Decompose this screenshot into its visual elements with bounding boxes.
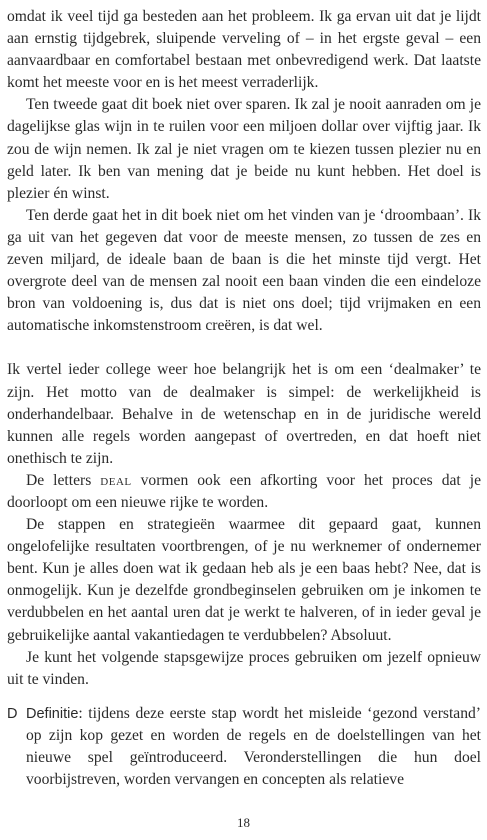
page-number: 18 — [237, 815, 250, 830]
paragraph-7: Je kunt het volgende stapsgewijze proces gebruiken om jezelf opnieuw uit te vinden. — [7, 648, 481, 688]
definition-block — [7, 703, 481, 791]
definition-gap — [7, 691, 481, 703]
paragraph-6: De stappen en strategieën waarmee dit gepaard gaat, kunnen ongelofelijke resultaten voortbrengen, of je nu werknemer of ondernemer bent. Kun je alles doen wat ik gedaan heb als je een baas hebt? Nee, dat is onmogelijk. Kun je dezelfde grondbeginselen gebruiken om je inkomen te verdubbelen en het aantal uren dat je werkt te halveren, of in ieder geval je gebruikelijke aantal vakantiedagen te verdubbelen? Absoluut. — [7, 516, 481, 644]
definition-text — [26, 703, 481, 791]
paragraph-5-start: De letters — [26, 471, 101, 489]
paragraph-5-end: vormen ook een afkorting voor het proces dat je doorloopt om een nieuwe rijke te worden. — [7, 471, 481, 511]
paragraph-3: Ten derde gaat het in dit boek niet om het vinden van je ‘droombaan’. Ik ga uit van het gegeven dat voor de meeste mensen, zo tussen de zes en zeven miljard, de ideale baan de baan is die het minste tijd vergt. Het overgrote deel van de mensen zal nooit een baan vinden die een eindeloze bron van voldoening is, dus dat is niet ons doel; tijd vrijmaken en een automatische inkomstenstroom creëren, is dat wel. — [7, 206, 481, 335]
section-break — [7, 337, 481, 359]
paragraph-5 — [7, 470, 481, 514]
page-body — [7, 6, 481, 791]
definition-body: : tijdens deze eerste stap wordt het misleide ‘gezond verstand’ op zijn kop gezet en worden de regels en de doelstellingen van het nieuwe spel geïntroduceerd. Veronderstellingen die hun doel voorbijstreven, worden vervangen en concepten als relatieve — [26, 704, 481, 789]
paragraph-2: Ten tweede gaat dit boek niet over sparen. Ik zal je nooit aanraden om je dagelijkse glas wijn in te ruilen voor een miljoen dollar over vijftig jaar. Ik zou de wijn nemen. Ik zal je niet vragen om te kiezen tussen plezier nu en geld later. Ik ben van mening dat je beide nu kunt hebben. Het doel is plezier én winst. — [7, 96, 481, 202]
deal-acronym: deal — [100, 471, 132, 489]
definition-letter: D — [7, 705, 18, 722]
paragraph-1: omdat ik veel tijd ga besteden aan het probleem. Ik ga ervan uit dat je lijdt aan ernstig tijdgebrek, sluipende verveling of – in het ergste geval – een aanvaardbaar en comfortabel bestaan met onbevredigend werk. Dat laatste komt het meeste voor en is het meest verraderlijk. — [7, 8, 481, 92]
paragraph-4: Ik vertel ieder college weer hoe belangrijk het is om een ‘dealmaker’ te zijn. Het motto van de dealmaker is simpel: de werkelijkheid is onderhandelbaar. Behalve in de wetenschap en in de juridische wereld kunnen alle regels worden aangepast of overtreden, en dat hoeft niet onethisch te zijn. — [7, 361, 481, 467]
definition-term: Definitie — [26, 705, 79, 722]
